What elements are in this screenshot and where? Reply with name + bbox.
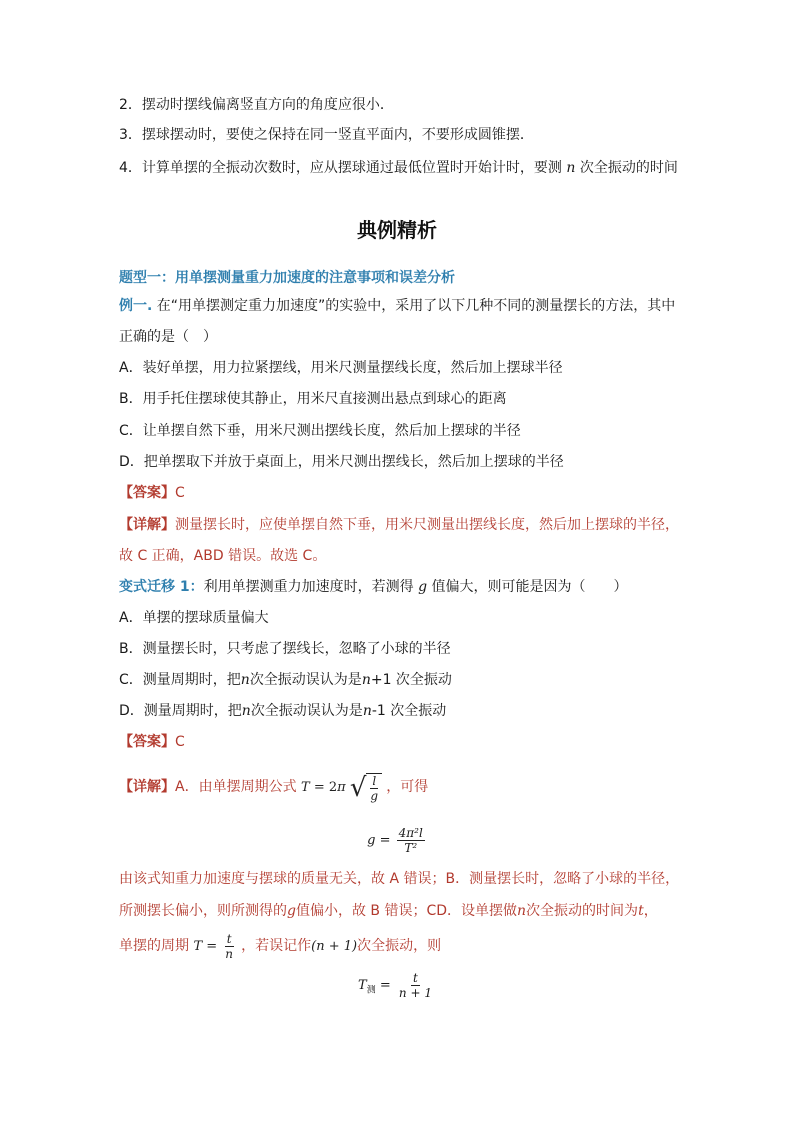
period-formula-pi: π bbox=[337, 780, 346, 795]
period-n-formula: T = $\frac{t}{n}$ bbox=[193, 932, 234, 961]
period-formula-sqrt bbox=[350, 773, 382, 803]
g-formula-den: T² bbox=[404, 841, 418, 855]
note-3: 3．摆球摆动时，要使之保持在同一竖直平面内，不要形成圆锥摆． bbox=[119, 127, 534, 143]
variant1-answer-label: 【答案】 bbox=[119, 734, 175, 750]
variant1-option-c-a: C．测量周期时，把 bbox=[119, 672, 241, 688]
line4-c: 次全振动的时间为 bbox=[526, 903, 639, 919]
g-formula-lhs: g bbox=[367, 833, 376, 848]
example1-detail-line2: 故 C 正确，ABD 错误。故选 C。 bbox=[119, 548, 327, 564]
example1-option-b: B．用手托住摆球使其静止，用米尺直接测出悬点到球心的距离 bbox=[119, 391, 507, 407]
line4-var2: n bbox=[517, 903, 527, 919]
line5-paren: (n + 1) bbox=[311, 939, 358, 954]
variant1-detail bbox=[119, 770, 428, 805]
variant1-label: 变式迁移 1： bbox=[119, 579, 204, 595]
example1-detail-label: 【详解】 bbox=[119, 517, 175, 533]
period-formula-eq: = 2 bbox=[309, 780, 338, 795]
variant1-option-b: B．测量摆长时，只考虑了摆线长，忽略了小球的半径 bbox=[119, 641, 451, 657]
note-4-tail: 次全振动的时间 bbox=[579, 160, 678, 176]
note-4 bbox=[119, 158, 678, 178]
variant1-option-c-c: +1 次全振动 bbox=[370, 672, 452, 688]
g-formula-frac bbox=[397, 826, 425, 855]
example1-answer-value: C bbox=[175, 485, 185, 501]
line5-b: ，若误记作 bbox=[241, 938, 312, 954]
t-over-n-den: n bbox=[225, 947, 234, 961]
example1-stem-line1: 在“用单摆测定重力加速度”的实验中，采用了以下几种不同的测量摆长的方法，其中 bbox=[156, 298, 676, 314]
line4-var: g bbox=[287, 903, 296, 919]
variant1-option-d-c: -1 次全振动 bbox=[371, 703, 447, 719]
variant1-option-c-b: 次全振动误认为是 bbox=[249, 672, 362, 688]
t-measured-formula: $T_测$ = $\frac{t}{n + 1}$ bbox=[358, 971, 432, 1000]
period-formula-T: T bbox=[301, 780, 310, 795]
example1-answer-label: 【答案】 bbox=[119, 485, 175, 501]
line4-a: 所测摆长偏小，则所测得的 bbox=[119, 903, 287, 919]
line5-c: 次全振动，则 bbox=[357, 938, 442, 954]
variant1-stem-var: g bbox=[418, 579, 428, 595]
t-formula-lhs: T bbox=[358, 978, 367, 993]
sqrt-body bbox=[366, 773, 382, 803]
section-title: 典例精析 bbox=[357, 218, 437, 242]
line4-b: 值偏小，故 B 错误；CD．设单摆做 bbox=[295, 903, 518, 919]
line4-d: ， bbox=[643, 903, 658, 919]
variant1-detail-b: ，可得 bbox=[386, 779, 429, 795]
t-formula-den: n + 1 bbox=[398, 986, 432, 1000]
variant1-line4 bbox=[119, 901, 658, 921]
g-formula-num: 4π²l bbox=[398, 826, 423, 840]
variant1-option-c-var: n bbox=[240, 672, 250, 688]
variant1-answer-value: C bbox=[175, 734, 185, 750]
variant1-line3: 由该式知重力加速度与摆球的质量无关，故 A 错误；B．测量摆长时，忽略了小球的半径， bbox=[119, 871, 680, 887]
example1-stem-line2: 正确的是（ ） bbox=[119, 329, 217, 345]
period-formula bbox=[301, 772, 386, 803]
line5-T: T bbox=[193, 939, 203, 954]
t-formula-sub: 测 bbox=[366, 985, 376, 996]
t-over-n-num: t bbox=[226, 932, 232, 946]
variant1-answer bbox=[119, 732, 185, 752]
note-4-text: 4．计算单摆的全振动次数时，应从摆球通过最低位置时开始计时，要测 bbox=[119, 160, 562, 176]
t-over-n bbox=[223, 932, 235, 961]
type1-heading: 题型一：用单摆测量重力加速度的注意事项和误差分析 bbox=[119, 270, 455, 286]
variant1-option-a: A．单摆的摆球质量偏大 bbox=[119, 610, 269, 626]
variant1-stem-b: 值偏大，则可能是因为（ ） bbox=[431, 579, 628, 595]
variant1-option-d-var2: n bbox=[362, 703, 372, 719]
note-2: 2．摆动时摆线偏离竖直方向的角度应很小． bbox=[119, 97, 394, 113]
variant1-line5 bbox=[119, 928, 441, 965]
variant1-option-c-var2: n bbox=[361, 672, 371, 688]
note-4-var: n bbox=[566, 160, 576, 176]
line4-var3: t bbox=[638, 903, 644, 919]
example1-stem bbox=[119, 296, 675, 316]
example1-option-d: D．把单摆取下并放于桌面上，用米尺测出摆线长，然后加上摆球的半径 bbox=[119, 454, 564, 470]
variant1-stem bbox=[119, 577, 628, 597]
variant1-option-d-var: n bbox=[241, 703, 251, 719]
example1-detail bbox=[119, 515, 679, 535]
variant1-option-c bbox=[119, 670, 452, 690]
t-formula-frac bbox=[397, 971, 434, 1000]
line5-a: 单摆的周期 bbox=[119, 938, 189, 954]
g-formula: g = $\frac{\text{4π²l}}{\text{T²}}$ bbox=[367, 826, 423, 855]
example1-label: 例一. bbox=[119, 298, 153, 314]
variant1-option-d-b: 次全振动误认为是 bbox=[250, 703, 363, 719]
variant1-detail-a: A．由单摆周期公式 bbox=[175, 779, 297, 795]
t-formula-num: t bbox=[413, 971, 418, 985]
example1-answer bbox=[119, 483, 185, 503]
variant1-option-d bbox=[119, 701, 446, 721]
example1-option-a: A．装好单摆，用力拉紧摆线，用米尺测量摆线长度，然后加上摆球半径 bbox=[119, 360, 563, 376]
example1-option-c: C．让单摆自然下垂，用米尺测出摆线长度，然后加上摆球的半径 bbox=[119, 423, 521, 439]
example1-detail-line1: 测量摆长时，应使单摆自然下垂，用米尺测量出摆线长度，然后加上摆球的半径， bbox=[175, 517, 679, 533]
variant1-stem-a: 利用单摆测重力加速度时，若测得 bbox=[203, 579, 414, 595]
l-over-g-num: l bbox=[372, 773, 377, 788]
variant1-detail-label: 【详解】 bbox=[119, 779, 175, 795]
l-over-g-den: g bbox=[370, 788, 379, 803]
l-over-g bbox=[368, 774, 380, 803]
variant1-option-d-a: D．测量周期时，把 bbox=[119, 703, 242, 719]
sqrt-sign: √ bbox=[349, 772, 367, 803]
